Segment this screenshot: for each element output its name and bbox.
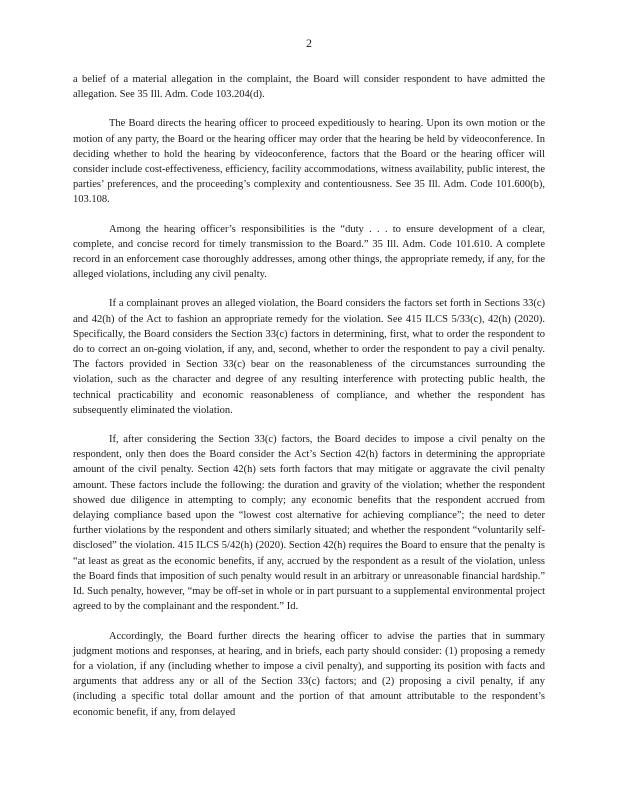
paragraph-hearing-officer-duties: Among the hearing officer’s responsibilities is the “duty . . . to ensure development of a clear, complete, and concise record for timely transmission to the Board.” 35 Ill. Adm. Code 101.610. A complete record in an enforcement case thoroughly addresses, among other things, the appropriate remedy, if any, for the alleged violations, including any civil penalty. (73, 223, 545, 281)
paragraph-section-42h-factors: If, after considering the Section 33(c) factors, the Board decides to impose a civil penalty on the respondent, only then does the Board consider the Act’s Section 42(h) factors in determining the appropriate amount of the civil penalty. Section 42(h) sets forth factors that may mitigate or aggravate the civil penalty amount. These factors include the following: the duration and gravity of the violation; whether the respondent showed due diligence in attempting to comply; any economic benefits that the respondent accrued from delaying compliance based upon the “lowest cost alternative for achieving compliance”; the need to deter further violations by the respondent and others similarly situated; and whether the respondent “voluntarily self-disclosed” the violation. 415 ILCS 5/42(h) (2020). Section 42(h) requires the Board to ensure that the penalty is “at least as great as the economic benefits, if any, accrued by the respondent as a result of the violation, unless the Board finds that imposition of such penalty would result in an arbitrary or unreasonable financial hardship.” Id. Such penalty, however, “may be off-set in whole or in part pursuant to a supplemental environmental project agreed to by the complainant and the respondent.” Id. (73, 434, 545, 613)
paragraph-section-33c-factors: If a complainant proves an alleged violation, the Board considers the factors set forth in Sections 33(c) and 42(h) of the Act to fashion an appropriate remedy for the violation. See 415 ILCS 5/33(c), 42(h) (2020). Specifically, the Board considers the Section 33(c) factors in determining, first, what to order the respondent to do to correct an on-going violation, if any, and, second, whether to order the respondent to pay a civil penalty. The factors provided in Section 33(c) bear on the reasonableness of the circumstances surrounding the violation, such as the character and degree of any resulting interference with protecting public health, the technical practicability and economic reasonableness of compliance, and whether the respondent has subsequently eliminated the violation. (73, 298, 545, 416)
page-number: 2 (306, 36, 312, 50)
paragraph-parties-advice: Accordingly, the Board further directs the hearing officer to advise the parties that in summary judgment motions and responses, at hearing, and in briefs, each party should consider: (1) proposing a remedy for a violation, if any (including whether to impose a civil penalty), and supporting its position with facts and arguments that address any or all of the Section 33(c) factors; and (2) proposing a civil penalty, if any (including a specific total dollar amount and the portion of that amount attributable to the respondent’s economic benefit, if any, from delayed (73, 630, 545, 718)
paragraph-continuation: a belief of a material allegation in the complaint, the Board will consider respondent to have admitted the allegation. See 35 Ill. Adm. Code 103.204(d). (73, 74, 545, 101)
paragraph-hearing-directive: The Board directs the hearing officer to proceed expeditiously to hearing. Upon its own motion or the motion of any party, the Board or the hearing officer may order that the hearing be held by videoconference. In deciding whether to hold the hearing by videoconference, factors that the Board or the hearing officer will consider include cost-effectiveness, efficiency, facility accommodations, witness availability, public interest, the parties’ preferences, and the proceeding’s complexity and contentiousness. See 35 Ill. Adm. Code 101.600(b), 103.108. (73, 118, 545, 206)
page-body (73, 72, 545, 734)
